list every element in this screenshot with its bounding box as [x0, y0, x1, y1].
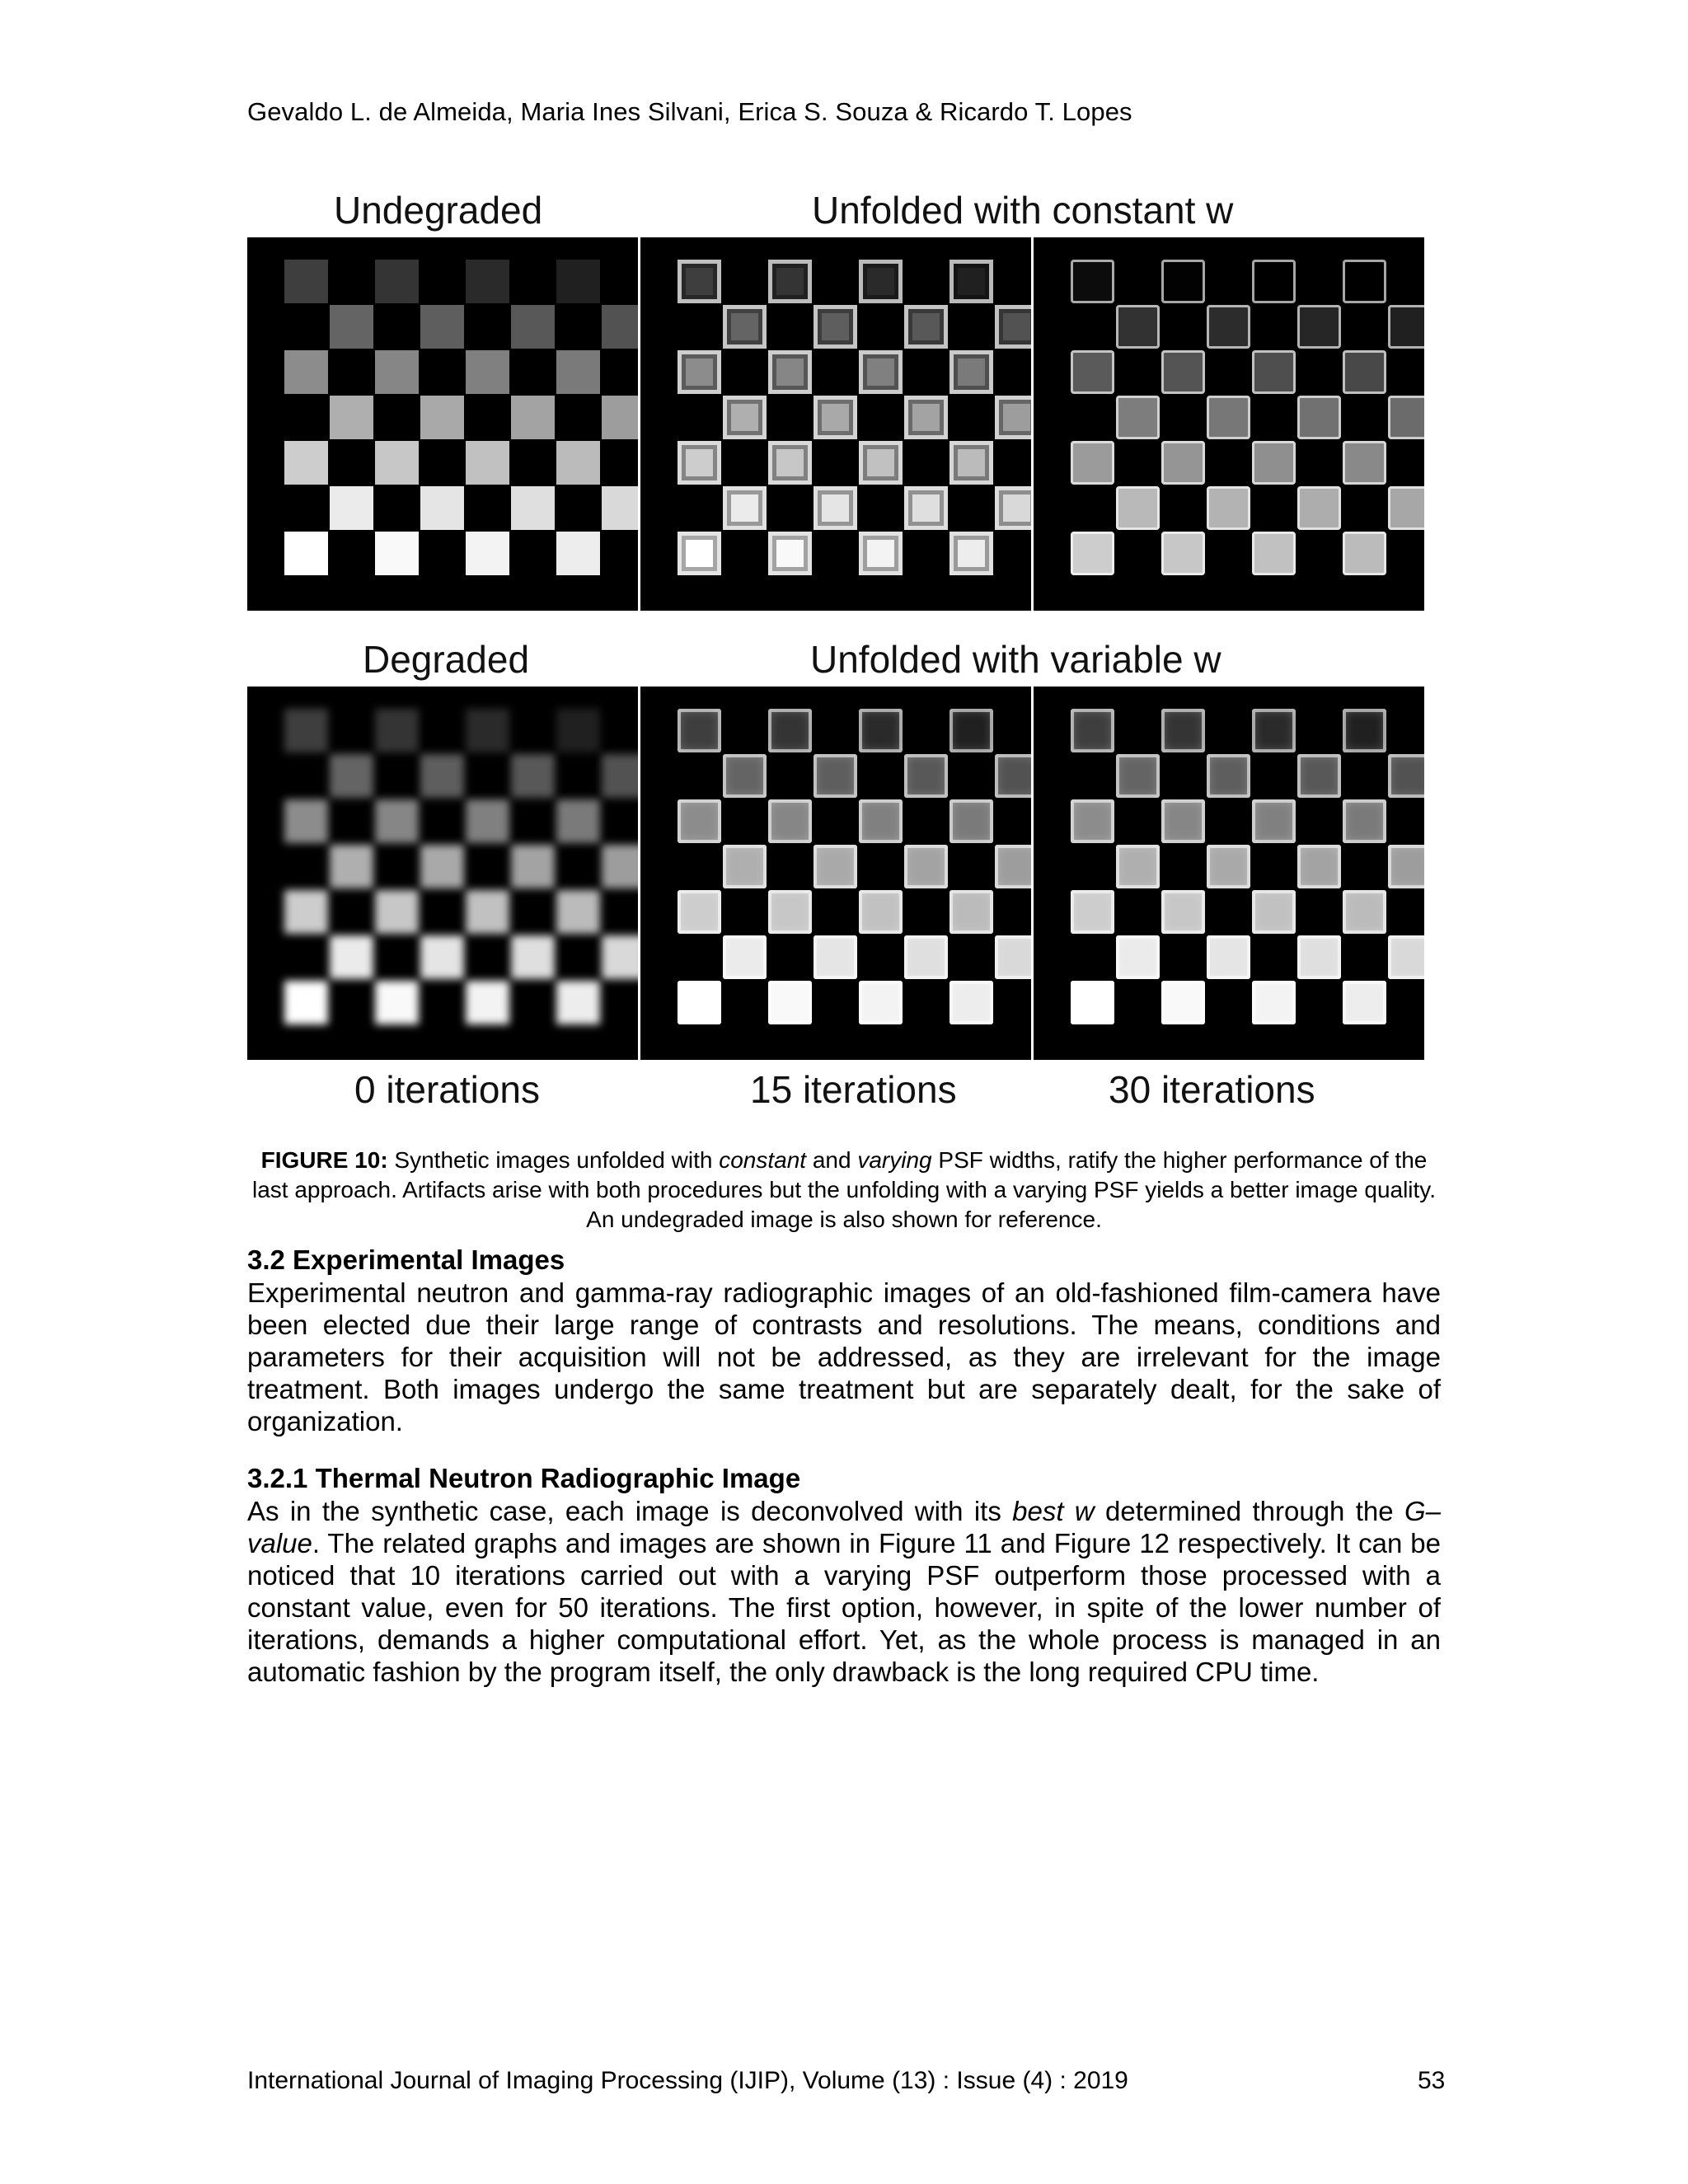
checker-square — [768, 350, 812, 394]
checker-square — [678, 350, 721, 394]
checker-square — [1388, 396, 1424, 439]
checker-square — [602, 486, 638, 530]
checker-square — [768, 799, 812, 843]
label-degraded: Degraded — [363, 638, 530, 681]
running-header: Gevaldo L. de Almeida, Maria Ines Silvani, Erica S. Souza & Ricardo T. Lopes — [247, 97, 1132, 126]
checker-square — [511, 486, 555, 530]
checker-square — [466, 532, 509, 575]
checker-square — [602, 396, 638, 439]
checker-square — [768, 441, 812, 485]
checker-square — [375, 890, 419, 934]
checker-square — [1161, 981, 1205, 1024]
checker-square — [1161, 532, 1205, 575]
checker-square — [1207, 396, 1250, 439]
section-heading: 3.2 Experimental Images — [247, 1244, 565, 1275]
checker-square — [466, 799, 509, 843]
checker-square — [1207, 935, 1250, 979]
checker-square — [1161, 890, 1205, 934]
checker-square — [904, 754, 948, 798]
caption-text-1: Synthetic images unfolded with — [387, 1147, 720, 1173]
caption-emphasis-varying: varying — [857, 1147, 932, 1173]
checker-square — [1343, 890, 1386, 934]
checker-square — [768, 260, 812, 303]
checker-square — [950, 709, 993, 752]
checker-square — [511, 935, 555, 979]
checker-square — [375, 441, 419, 485]
figure-number: FIGURE 10: — [260, 1147, 388, 1173]
checker-square — [284, 709, 328, 752]
checker-square — [723, 305, 767, 349]
label-0-iterations: 0 iterations — [354, 1068, 541, 1111]
checker-square — [814, 845, 857, 888]
checker-square — [678, 709, 721, 752]
checker-square — [995, 754, 1031, 798]
checker-square — [556, 532, 600, 575]
subsection-heading: 3.2.1 Thermal Neutron Radiographic Image — [247, 1463, 801, 1493]
checker-square — [1388, 935, 1424, 979]
checker-square — [284, 890, 328, 934]
checker-square — [602, 754, 638, 798]
checker-square — [511, 305, 555, 349]
checker-square — [1071, 441, 1114, 485]
checker-square — [950, 799, 993, 843]
checker-square — [284, 350, 328, 394]
checker-square — [768, 890, 812, 934]
checker-square — [1252, 799, 1296, 843]
checker-square — [1161, 260, 1205, 303]
checker-square — [1343, 709, 1386, 752]
checker-square — [556, 799, 600, 843]
checker-square — [1071, 890, 1114, 934]
checker-square — [1297, 305, 1341, 349]
footer-page-number: 53 — [1418, 2067, 1446, 2094]
checker-square — [284, 441, 328, 485]
checker-square — [1207, 486, 1250, 530]
checker-square — [420, 754, 464, 798]
checker-square — [995, 845, 1031, 888]
checker-square — [904, 305, 948, 349]
panel-undegraded — [247, 237, 638, 611]
checker-square — [420, 396, 464, 439]
checker-square — [1343, 441, 1386, 485]
checker-square — [284, 799, 328, 843]
checker-square — [1297, 754, 1341, 798]
checker-square — [678, 532, 721, 575]
emphasis-g-value: G–value — [247, 1496, 1441, 1558]
checker-square — [375, 799, 419, 843]
checker-square — [1388, 845, 1424, 888]
checker-square — [1252, 350, 1296, 394]
checker-square — [1297, 486, 1341, 530]
checker-square — [1071, 709, 1114, 752]
checker-square — [859, 532, 903, 575]
checker-square — [1252, 260, 1296, 303]
checker-square — [678, 799, 721, 843]
emphasis-best-w: best w — [1012, 1496, 1095, 1526]
checker-square — [1116, 935, 1160, 979]
checker-square — [1252, 709, 1296, 752]
checker-square — [1388, 754, 1424, 798]
figure-caption — [247, 1146, 1441, 1235]
checker-square — [556, 981, 600, 1024]
checker-square — [859, 709, 903, 752]
checker-square — [814, 396, 857, 439]
checker-square — [859, 260, 903, 303]
paragraph-text-1: As in the synthetic case, each image is deconvolved with its — [247, 1496, 1013, 1526]
checker-square — [1071, 350, 1114, 394]
checker-square — [1252, 981, 1296, 1024]
checker-square — [1252, 890, 1296, 934]
checker-square — [814, 935, 857, 979]
checker-square — [330, 396, 373, 439]
checker-square — [330, 935, 373, 979]
checker-square — [1071, 799, 1114, 843]
checker-square — [1071, 532, 1114, 575]
checker-square — [1343, 350, 1386, 394]
checker-square — [814, 305, 857, 349]
label-30-iterations: 30 iterations — [1109, 1068, 1315, 1111]
checker-square — [1297, 396, 1341, 439]
panel-variable-30-iterations — [1034, 687, 1424, 1060]
checker-square — [1297, 935, 1341, 979]
checker-square — [420, 845, 464, 888]
checker-square — [330, 486, 373, 530]
checker-square — [466, 350, 509, 394]
checker-square — [1116, 754, 1160, 798]
checker-square — [511, 845, 555, 888]
checker-square — [466, 260, 509, 303]
checker-square — [556, 709, 600, 752]
checker-square — [1116, 396, 1160, 439]
caption-emphasis-constant: constant — [719, 1147, 807, 1173]
checker-square — [284, 260, 328, 303]
label-unfolded-variable: Unfolded with variable w — [810, 638, 1221, 681]
checker-square — [1207, 305, 1250, 349]
checker-square — [1297, 845, 1341, 888]
checker-square — [1343, 532, 1386, 575]
checker-square — [950, 441, 993, 485]
checker-square — [950, 350, 993, 394]
checker-square — [1388, 486, 1424, 530]
checker-square — [1116, 845, 1160, 888]
checker-square — [768, 981, 812, 1024]
checker-square — [1071, 981, 1114, 1024]
checker-square — [1161, 709, 1205, 752]
checker-square — [330, 845, 373, 888]
label-undegraded: Undegraded — [334, 189, 543, 232]
checker-square — [678, 260, 721, 303]
panel-constant-30-iterations — [1034, 237, 1424, 611]
checker-square — [859, 981, 903, 1024]
caption-text-3: PSF widths, ratify the higher performance of the last approach. Artifacts arise with both procedures but the unfolding with a varying PSF yields a better image quality. An undegraded image is also shown for reference. — [251, 1147, 1437, 1232]
checker-square — [723, 486, 767, 530]
subsection-paragraph — [247, 1495, 1441, 1688]
checker-square — [602, 935, 638, 979]
checker-square — [1116, 305, 1160, 349]
checker-square — [678, 890, 721, 934]
checker-square — [995, 486, 1031, 530]
checker-square — [375, 709, 419, 752]
checker-square — [859, 441, 903, 485]
checker-square — [768, 709, 812, 752]
checker-square — [904, 935, 948, 979]
checker-square — [466, 890, 509, 934]
checker-square — [602, 845, 638, 888]
checker-square — [556, 890, 600, 934]
label-15-iterations: 15 iterations — [750, 1068, 957, 1111]
checker-square — [859, 350, 903, 394]
panel-degraded — [247, 687, 638, 1060]
checker-square — [723, 754, 767, 798]
paragraph-text-2: determined through the — [1094, 1496, 1404, 1526]
checker-square — [375, 981, 419, 1024]
checker-square — [375, 350, 419, 394]
checker-square — [904, 845, 948, 888]
checker-square — [768, 532, 812, 575]
panel-variable-15-iterations — [640, 687, 1031, 1060]
checker-square — [420, 305, 464, 349]
checker-square — [556, 441, 600, 485]
caption-text-2: and — [806, 1147, 858, 1173]
checker-square — [1343, 799, 1386, 843]
checker-square — [556, 260, 600, 303]
checker-square — [995, 396, 1031, 439]
checker-square — [375, 260, 419, 303]
checker-square — [1207, 754, 1250, 798]
checker-square — [1161, 441, 1205, 485]
checker-square — [950, 890, 993, 934]
checker-square — [859, 799, 903, 843]
checker-square — [1071, 260, 1114, 303]
section-paragraph: Experimental neutron and gamma-ray radiographic images of an old-fashioned film-camera have been elected due their large range of contrasts and resolutions. The means, conditions and parameters for their acquisition will not be addressed, as they are irrelevant for the image treatment. Both images undergo the same treatment but are separately dealt, for the sake of organization. — [247, 1277, 1441, 1436]
checker-square — [678, 981, 721, 1024]
checker-square — [1252, 532, 1296, 575]
checker-square — [602, 305, 638, 349]
checker-square — [995, 305, 1031, 349]
checker-square — [1343, 260, 1386, 303]
checker-square — [466, 981, 509, 1024]
checker-square — [330, 305, 373, 349]
panel-constant-15-iterations — [640, 237, 1031, 611]
checker-square — [950, 532, 993, 575]
checker-square — [950, 260, 993, 303]
checker-square — [556, 350, 600, 394]
checker-square — [466, 441, 509, 485]
checker-square — [1161, 350, 1205, 394]
checker-square — [859, 890, 903, 934]
checker-square — [904, 486, 948, 530]
checker-square — [1252, 441, 1296, 485]
checker-square — [1116, 486, 1160, 530]
checker-square — [1207, 845, 1250, 888]
checker-square — [284, 981, 328, 1024]
checker-square — [814, 486, 857, 530]
checker-square — [814, 754, 857, 798]
checker-square — [1388, 305, 1424, 349]
checker-square — [950, 981, 993, 1024]
checker-square — [995, 935, 1031, 979]
footer-journal: International Journal of Imaging Processing (IJIP), Volume (13) : Issue (4) : 2019 — [247, 2067, 1128, 2094]
checker-square — [330, 754, 373, 798]
checker-square — [678, 441, 721, 485]
checker-square — [511, 396, 555, 439]
checker-square — [284, 532, 328, 575]
checker-square — [375, 532, 419, 575]
label-unfolded-constant: Unfolded with constant w — [812, 189, 1234, 232]
checker-square — [1161, 799, 1205, 843]
checker-square — [511, 754, 555, 798]
checker-square — [723, 396, 767, 439]
checker-square — [466, 709, 509, 752]
paragraph-text-3: . The related graphs and images are shown in Figure 11 and Figure 12 respectively. It can be noticed that 10 iterations carried out with a varying PSF outperform those processed with a constant value, even for 50 iterations. The first option, however, in spite of the lower number of iterations, demands a higher computational effort. Yet, as the whole process is managed in an automatic fashion by the program itself, the only drawback is the long required CPU time. — [247, 1528, 1441, 1687]
checker-square — [723, 845, 767, 888]
checker-square — [723, 935, 767, 979]
checker-square — [420, 486, 464, 530]
checker-square — [904, 396, 948, 439]
checker-square — [420, 935, 464, 979]
checker-square — [1343, 981, 1386, 1024]
